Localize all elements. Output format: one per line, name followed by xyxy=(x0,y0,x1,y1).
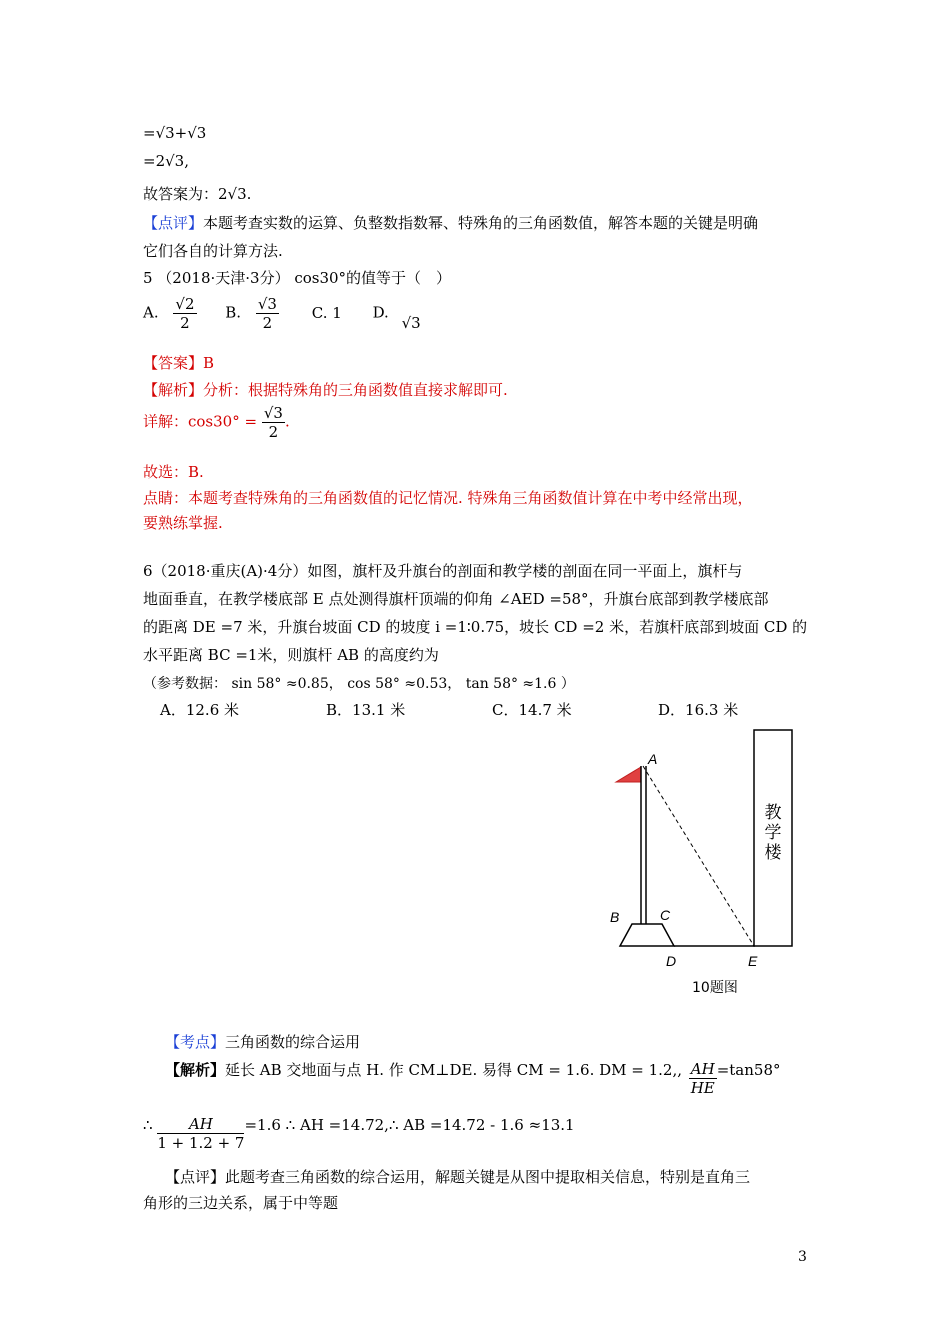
q5-option-b-label: B. xyxy=(225,303,242,322)
q5-stem: 5 （2018·天津·3分） cos30°的值等于（ ） xyxy=(143,269,452,287)
q5-note-line-2: 要熟练掌握. xyxy=(143,514,223,532)
building-char-1: 教 xyxy=(764,803,782,823)
q5-option-d-value: √3 xyxy=(401,313,421,332)
kaodian-tag: 【考点】 xyxy=(165,1033,226,1051)
calc-frac-num: AH xyxy=(157,1115,244,1134)
q6-reference-data: （参考数据： sin 58° ≈0.85， cos 58° ≈0.53， tan 58° ≈1.6 ） xyxy=(143,676,575,692)
jiexi-tail: =tan58° xyxy=(716,1060,781,1079)
jiexi-text: 延长 AB 交地面与点 H. 作 CM⊥DE. 易得 CM = 1.6. DM = 1.2,, xyxy=(225,1060,682,1079)
calc-frac-den: 1 + 1.2 + 7 xyxy=(157,1134,245,1152)
q6-option-a: A．12.6 米 xyxy=(160,701,239,719)
building-char-2: 学 xyxy=(764,823,782,843)
page-number: 3 xyxy=(798,1249,807,1265)
q6-stem-line-4: 水平距离 BC =1米，则旗杆 AB 的高度约为 xyxy=(143,646,439,664)
building-char-3: 楼 xyxy=(764,843,782,863)
flag-icon xyxy=(616,767,641,782)
label-a: A xyxy=(648,751,658,767)
q6-kaodian xyxy=(165,1031,360,1052)
q5-option-c: C. 1 xyxy=(311,303,342,322)
q6-jiexi xyxy=(165,1060,781,1097)
dianping-text-1: 此题考查三角函数的综合运用，解题关键是从图中提取相关信息，特别是直角三 xyxy=(225,1168,751,1186)
q6-dianping-line-1 xyxy=(165,1166,750,1187)
q5-option-a-num: √2 xyxy=(175,295,195,313)
q5-detail xyxy=(143,404,290,441)
flagpole-figure xyxy=(600,722,810,1004)
equation-line-1: =√3+√3 xyxy=(143,124,207,142)
kaodian-text: 三角函数的综合运用 xyxy=(225,1033,361,1051)
q5-choose: 故选：B. xyxy=(143,463,204,481)
q6-stem-line-2: 地面垂直，在教学楼底部 E 点处测得旗杆顶端的仰角 ∠AED =58°，升旗台底部到教学楼底部 xyxy=(143,590,769,608)
q5-option-b-fraction xyxy=(256,295,279,332)
q5-option-a-den: 2 xyxy=(180,314,190,332)
q6-stem-line-1: 6（2018·重庆(A)·4分）如图，旗杆及升旗台的剖面和教学楼的剖面在同一平面上，旗杆与 xyxy=(143,562,743,580)
equation-line-2: =2√3, xyxy=(143,152,189,170)
q5-option-a-fraction xyxy=(173,295,196,332)
calc-prefix: ∴ xyxy=(143,1115,153,1134)
jiexi-tag: 【解析】 xyxy=(165,1060,226,1079)
q6-dianping-line-2: 角形的三边关系，属于中等题 xyxy=(143,1194,339,1212)
label-e: E xyxy=(748,953,758,969)
q6-stem-line-3: 的距离 DE =7 米，升旗台坡面 CD 的坡度 i =1∶0.75，坡长 CD =2 米，若旗杆底部到坡面 CD 的 xyxy=(143,618,808,636)
dianping-tag: 【点评】 xyxy=(165,1168,226,1186)
figure-caption: 10题图 xyxy=(692,980,738,996)
q5-detail-label: 详解：cos30° = xyxy=(143,412,258,431)
jiexi-frac-den: HE xyxy=(690,1079,715,1097)
comment-line-1 xyxy=(143,212,758,233)
answer-line: 故答案为：2√3. xyxy=(143,185,252,203)
q5-detail-fraction xyxy=(262,404,285,441)
comment-line-2: 它们各自的计算方法. xyxy=(143,242,283,260)
q6-option-c: C．14.7 米 xyxy=(492,701,572,719)
q5-detail-num: √3 xyxy=(263,404,283,422)
q5-answer: 【答案】B xyxy=(143,354,215,372)
comment-text-1: 本题考查实数的运算、负整数指数幂、特殊角的三角函数值，解答本题的关键是明确 xyxy=(203,214,759,232)
q5-detail-end: . xyxy=(284,412,290,431)
comment-tag: 【点评】 xyxy=(143,214,204,232)
q5-options xyxy=(143,295,421,332)
flag-platform xyxy=(620,924,674,946)
q6-option-b: B．13.1 米 xyxy=(326,701,406,719)
q5-detail-den: 2 xyxy=(268,423,279,441)
q5-analysis: 【解析】分析：根据特殊角的三角函数值直接求解即可. xyxy=(143,381,508,399)
q5-option-b-den: 2 xyxy=(262,314,273,332)
q5-note-line-1: 点睛：本题考查特殊角的三角函数值的记忆情况. 特殊角三角函数值计算在中考中经常出现， xyxy=(143,489,753,507)
jiexi-frac-num: AH xyxy=(690,1060,715,1078)
calc-tail: =1.6 ∴ AH =14.72,∴ AB =14.72 - 1.6 ≈13.1 xyxy=(244,1115,575,1134)
label-c: C xyxy=(660,907,671,923)
label-b: B xyxy=(610,909,620,925)
q5-option-d-label: D. xyxy=(372,303,389,322)
jiexi-fraction xyxy=(689,1060,717,1097)
q5-option-a-label: A. xyxy=(143,303,159,322)
q6-option-d: D．16.3 米 xyxy=(658,701,739,719)
q5-option-b-num: √3 xyxy=(257,295,277,313)
q6-calculation xyxy=(143,1115,575,1152)
calc-fraction xyxy=(157,1115,244,1152)
label-d: D xyxy=(666,953,677,969)
